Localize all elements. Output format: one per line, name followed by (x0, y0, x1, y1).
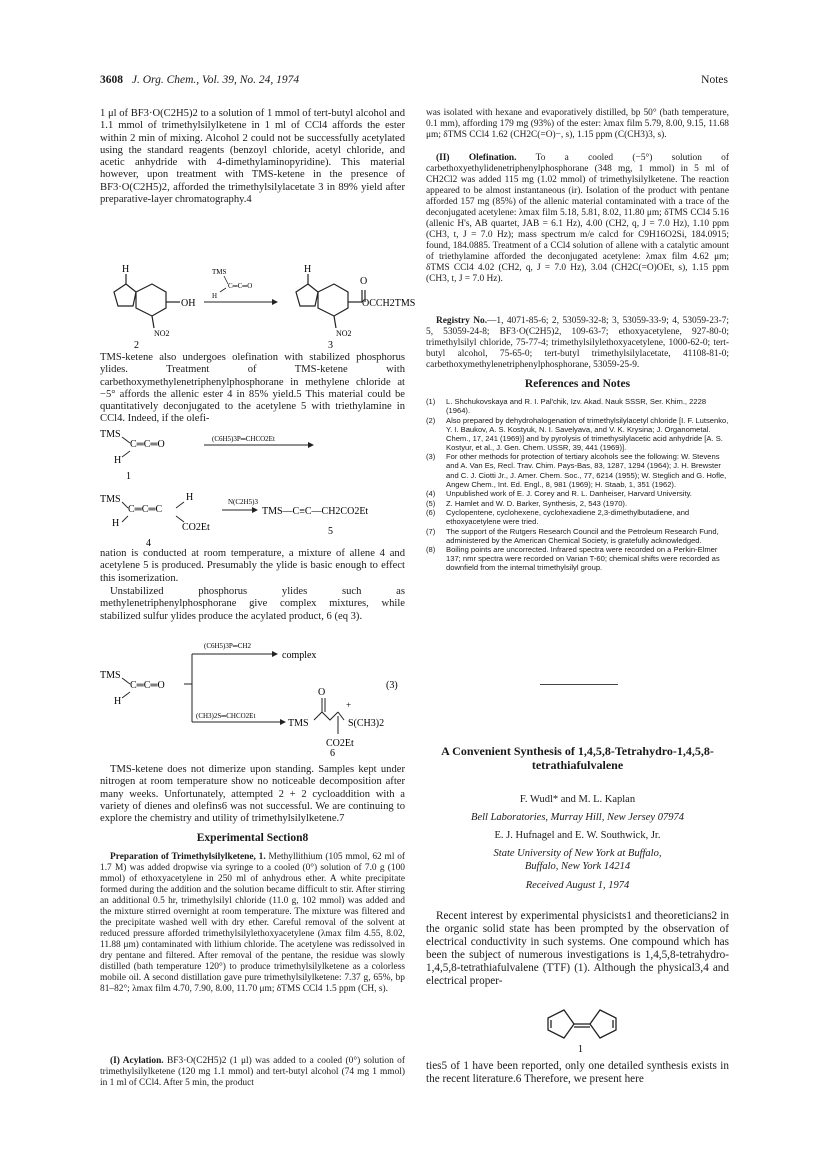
label-5: 5 (328, 526, 333, 537)
tail-paragraph: ties5 of 1 have been reported, only one detailed synthesis exists in the recent literature.6 Therefore, we present here (426, 1060, 729, 1085)
authors-1: F. Wudl* and M. L. Kaplan (519, 794, 636, 805)
tms-1: TMS (100, 429, 121, 440)
affiliation-2a: State University of New York at Buffalo, (493, 848, 662, 859)
left-paragraph-2: TMS-ketene also undergoes olefination with stabilized phosphorus ylides. Treatment of TMS-ketene with carbethoxymethylenetriphenylphosphorane in methylene chloride at −5° affords the allenic ester 4 in 85% yield.5 This material could be quantitatively deconjugated to the acetylene 5 with triethylamine in CCl4. Indeed, if the olefi- (100, 352, 405, 425)
reagent-eq3-bottom: (CH3)2S═CHCO2Et (196, 712, 256, 720)
left-paragraph-3: nation is conducted at room temperature, a mixture of allene 4 and acetylene 5 is produced. Presumably the ylide is basic enough to effect this isomerization. (100, 548, 405, 584)
page-number: 3608 (100, 74, 123, 86)
ring-3-six (318, 284, 348, 316)
no2-3: NO2 (336, 329, 352, 338)
ring-2-six (136, 284, 166, 316)
tms-eq3: TMS (100, 670, 121, 681)
tms-6: TMS (288, 718, 309, 729)
ester-3: OCCH2TMS (362, 298, 416, 309)
h-reagent: H (212, 292, 218, 300)
h1-4: H (112, 518, 120, 529)
reference-item: (8) Boiling points are uncorrected. Infrared spectra were recorded on a Perkin-Elmer 137; nmr spectra were recorded on Varian T-60; chemical shifts were recorded as downfield from the internal trimethylsilyl group. (426, 545, 720, 573)
acylation-paragraph: (I) Acylation. BF3·O(C2H5)2 (1 μl) was added to a cooled (0°) solution of trimethylsilylketene (120 mg 1.1 mmol) and tert-butyl alcohol (74 mg 1 mmol) in 1 ml of CCl4. After 5 min, the product (100, 1056, 405, 1088)
ketene-eq3: C═C═O (130, 680, 165, 691)
acetylene-5: TMS—C≡C—CH2CO2Et (262, 506, 369, 517)
section-label: Notes (701, 74, 728, 86)
label-6: 6 (330, 748, 335, 759)
olefination-paragraph: (II) Olefination. To a cooled (−5°) solution of carbethoxyethylidenetriphenylphosphorane (348 mg, 1 mmol) in 5 ml of CH2Cl2 was added 115 mg (1.02 mmol) of trimethylsilylketene. The reaction appeared to be almost instantaneous (ir). Isolation of the product with pentane afforded 157 mg (85%) of the allenic material contaminated with a trace of the deconjugated acetylene: λmax film 5.18, 5.81, 8.02, 11.80 μm; δTMS CCl4 5.16 (allenic H's, AB quartet, JAB = 6.1 Hz), 4.00 (CH2, q, J = 7.0 Hz), 1.10 ppm (CH3, t, J = 7.0 Hz); mass spectrum m/e calcd for C9H16O2Si, 184.0915; found, 184.0885. Treatment of a CCl4 solution of allene with a catalytic amount of triethylamine afforded the deconjugated acetylene: λmax film 4.62 μm; δTMS CCl4 4.02 (CH2, q, J = 7.0 Hz), 3.04 (CH2C(=O)OEt, s), 1.15 ppm (CH3, t, J = 7.0 Hz). (426, 153, 729, 284)
label-3: 3 (328, 340, 333, 351)
reference-item: (5) Z. Hamlet and W. D. Barker, Synthesis, 2, 543 (1970). (426, 498, 628, 508)
received-date: Received August 1, 1974 (525, 880, 630, 891)
ring-2-five (114, 284, 136, 306)
scheme-isomerization (100, 488, 410, 548)
ring-3-five (296, 284, 318, 306)
label-4: 4 (146, 538, 151, 549)
ketene-1: C═C═O (130, 439, 165, 450)
h-eq3: H (114, 696, 122, 707)
tms-4: TMS (100, 494, 121, 505)
h2-4: H (186, 492, 194, 503)
preparation-paragraph: Preparation of Trimethylsilylketene, 1. Methyllithium (105 mmol, 62 ml of 1.7 M) was added dropwise via syringe to a cooled (0°) solution of 7.0 g (100 mmol) of ethoxyacetylene in 250 ml of anhydrous ether. A white precipitate formed during the addition and the solution became difficult to stir. After stirring an additional 0.5 hr, trimethylsilyl chloride (11.0 g, 102 mmol) was added and the mixture stirred overnight at room temperature. The mixture was filtered and the precipitate washed well with dry ether. Careful removal of the solvent at reduced pressure afforded trimethylsilylethoxyacetylene (λmax film 4.55, 8.02, 11.88 μm) contaminated with lithium chloride. The acetylene was redissolved in dry pentane and filtered. After removal of the pentane, the residue was slowly distilled (bath temperature 120°) to produce trimethylsilylketene as a colorless mobile oil. A second distillation gave pure trimethylsilylketene: 7.37 g, 65%, bp 81–82°; λmax film 4.70, 7.90, 8.00, 11.70 μm; δTMS CCl4 1.5 ppm (CH, s). (100, 852, 406, 994)
references-list (426, 397, 729, 573)
no2-2: NO2 (154, 329, 170, 338)
co2et-4: CO2Et (182, 522, 210, 533)
reference-item: (1) L. Shchukovskaya and R. I. Pal'chik, Izv. Akad. Nauk SSSR, Ser. Khim., 2228 (1964). (426, 397, 707, 416)
left-paragraph-5: TMS-ketene does not dimerize upon standing. Samples kept under nitrogen at room temperature show no noticeable decomposition after many weeks. Unfortunately, attempted 2 + 2 cycloaddition with a variety of dienes and olefins6 was not successful. We are continuing to explore the chemistry and utility of trimethylsilylketene.7 (100, 764, 405, 825)
registry-paragraph: Registry No.—1, 4071-85-6; 2, 53059-32-8; 3, 53059-33-9; 4, 53059-23-7; 5, 53059-24-8; BF3·O(C2H5)2, 109-63-7; ethoxyacetylene, 927-80-0; trimethylsilyl chloride, 75-77-4; trimethylsilylethoxyacetylene, 1000-62-0; tert-butyl alcohol, 75-65-0; tert-butyl trimethylsilylacetate, 41108-81-0; carbethoxymethylenetriphenylphosphorane, 53059-25-9. (426, 316, 729, 370)
reference-item: (3) For other methods for protection of tertiary alcohols see the following: W. Stevens and A. Van Es, Recl. Trav. Chim. Pays-Bas, 83, 1287, 1294 (1964); J. H. Brewster and C. J. Ciotti Jr., J. Amer. Chem. Soc., 77, 6214 (1955); W. Steglich and G. Hofle, Angew Chem., Int. Ed. Engl., 8, 981 (1969); H. Staab, 1, 351 (1962). (426, 452, 727, 489)
label-2: 2 (134, 340, 139, 351)
allene-4: C═C═C (128, 504, 163, 515)
wittig-reagent: (C6H5)3P═CHCO2Et (212, 435, 275, 443)
plus-6: + (346, 700, 352, 710)
references-heading: References and Notes (524, 378, 631, 390)
reference-item: (4) Unpublished work of E. J. Corey and R. L. Danheiser, Harvard University. (426, 489, 692, 499)
section-divider (540, 684, 618, 685)
right-paragraph-1: was isolated with hexane and evaporatively distilled, bp 50° (bath temperature, 0.1 mm), affording 179 mg (93%) of the ester: λmax film 5.79, 8.00, 9.15, 11.68 μm; δTMS CCl4 1.62 (CH2C(=O)−, s), 1.15 ppm (C(CH3)3, s). (426, 108, 729, 140)
experimental-heading: Experimental Section8 (196, 832, 309, 844)
label-1: 1 (126, 471, 131, 482)
co2et-6: CO2Et (326, 738, 354, 749)
journal-citation: J. Org. Chem., Vol. 39, No. 24, 1974 (131, 74, 300, 86)
reference-item: (6) Cyclopentene, cyclohexene, cyclohexadiene 2,3-dimethylbutadiene, and ethoxyacetylene were tried. (426, 508, 690, 527)
scheme-acylation (100, 262, 416, 351)
affiliation-1: Bell Laboratories, Murray Hill, New Jersey 07974 (471, 812, 684, 823)
article-title: A Convenient Synthesis of 1,4,5,8-Tetrahydro-1,4,5,8-tetrathiafulvalene (441, 744, 714, 772)
ttf-label: 1 (578, 1044, 583, 1055)
affiliation-2b: Buffalo, New York 14214 (524, 861, 631, 872)
left-paragraph-4: Unstabilized phosphorus ylides such as methylenetriphenylphosphorane give complex mixtures, while stabilized sulfur ylides produce the acylated product, 6 (eq 3). (100, 586, 405, 622)
reagent-eq3-top: (C6H5)3P═CH2 (204, 642, 251, 650)
o-3: O (360, 276, 368, 287)
equation-number: (3) (386, 680, 398, 691)
complex-label: complex (282, 650, 317, 661)
scheme-equation-3 (100, 632, 410, 759)
authors-2: E. J. Hufnagel and E. W. Southwick, Jr. (494, 830, 661, 841)
oh-2: OH (181, 298, 196, 309)
scheme-olefination (100, 425, 410, 485)
amine-reagent: N(C2H5)3 (228, 498, 258, 506)
h-1: H (114, 455, 122, 466)
intro-paragraph: Recent interest by experimental physicists1 and theoreticians2 in the organic solid state has been prompted by the observation of electrical conductivity in such systems. One compound which has been the subject of numerous investigations is 1,4,5,8-tetrahydro-1,4,5,8-tetrathiafulvalene (TTF) (1). Although the physical3,4 and electrical proper- (426, 910, 729, 987)
o-6: O (318, 687, 326, 698)
h-3: H (304, 264, 312, 275)
h-2: H (122, 264, 130, 275)
left-paragraph-1: 1 μl of BF3·O(C2H5)2 to a solution of 1 mmol of tert-butyl alcohol and 1.1 mmol of trimethylsilylketene in 1 ml of CCl4 affords the ester within 2 min of mixing. Alcohol 2 could not be successfully acetylated using the standard reagents (benzoyl chloride, acetyl chloride, and acetic anhydride with 4-dimethylaminopyridine). This material however, upon treatment with TMS-ketene in the presence of BF3·O(C2H5)2, afforded the trimethylsilylacetate 3 in 89% yield after preparative-layer chromatography.4 (100, 108, 405, 206)
ketene-reagent: C═C═O (228, 282, 253, 290)
ttf-structure (538, 1002, 628, 1054)
sulfonium-6: S(CH3)2 (348, 718, 385, 729)
reference-item: (2) Also prepared by dehydrohalogenation of trimethylsilylacetyl chloride [I. F. Lutsenko, Y. I. Baukov, A. S. Kostyuk, N. I. Savelyava, and V. K. Krysina; J. Organometal. Chem., 17, 241 (1969)] and by pyrolysis of trimethysilylacetic acid anhydride [A. S. Kostyur, et al., J. Gen. Chem. USSR, 39, 441 (1969)]. (426, 415, 729, 452)
reference-item: (7) The support of the Rutgers Research Council and the Petroleum Research Fund, administered by the American Chemical Society, is gratefully acknowledged. (426, 526, 719, 545)
tms-reagent: TMS (212, 268, 227, 276)
